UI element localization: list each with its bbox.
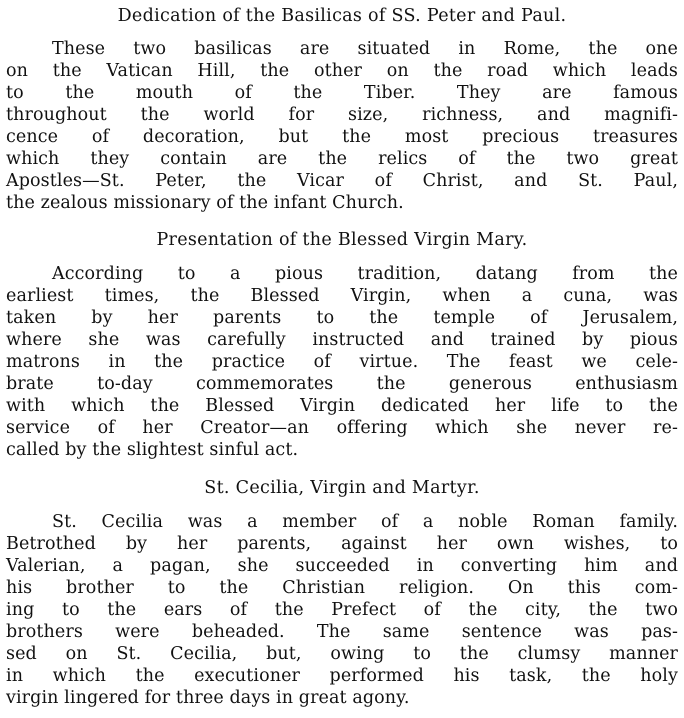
paragraph-line: to the mouth of the Tiber. They are famous <box>6 83 678 103</box>
paragraph-line: virgin lingered for three days in great agony. <box>6 688 410 708</box>
paragraph-line: which they contain are the relics of the two great <box>6 149 678 169</box>
paragraph-line: the zealous missionary of the infant Church. <box>6 193 404 213</box>
paragraph-line: St. Cecilia was a member of a noble Roman family. <box>52 512 678 532</box>
paragraph-line: brate to-day commemorates the generous enthusiasm <box>6 374 678 394</box>
paragraph-line: Valerian, a pagan, she succeeded in converting him and <box>6 556 678 576</box>
paragraph-line: Betrothed by her parents, against her own wishes, to <box>6 534 678 554</box>
paragraph-line: earliest times, the Blessed Virgin, when a cuna, was <box>6 286 678 306</box>
paragraph-line: taken by her parents to the temple of Jerusalem, <box>6 308 678 328</box>
paragraph-line: brothers were beheaded. The same sentence was pas- <box>6 622 678 642</box>
paragraph-line: sed on St. Cecilia, but, owing to the clumsy manner <box>6 644 678 664</box>
paragraph-line: throughout the world for size, richness, and magnifi- <box>6 105 678 125</box>
paragraph-line: his brother to the Christian religion. On this com- <box>6 578 678 598</box>
paragraph-line: ing to the ears of the Prefect of the city, the two <box>6 600 678 620</box>
paragraph-line: matrons in the practice of virtue. The feast we cele- <box>6 352 678 372</box>
paragraph-line: According to a pious tradition, datang from the <box>52 264 678 284</box>
paragraph-line: called by the slightest sinful act. <box>6 440 299 460</box>
paragraph-line: Apostles—St. Peter, the Vicar of Christ, and St. Paul, <box>6 171 678 191</box>
paragraph-line: in which the executioner performed his task, the holy <box>6 666 678 686</box>
paragraph-line: These two basilicas are situated in Rome, the one <box>52 39 678 59</box>
section-heading: Dedication of the Basilicas of SS. Peter and Paul. <box>117 6 567 26</box>
paragraph-line: service of her Creator—an offering which she never re- <box>6 418 678 438</box>
paragraph-line: cence of decoration, but the most precious treasures <box>6 127 678 147</box>
paragraph-line: on the Vatican Hill, the other on the road which leads <box>6 61 678 81</box>
paragraph-line: with which the Blessed Virgin dedicated her life to the <box>6 396 678 416</box>
section-heading: Presentation of the Blessed Virgin Mary. <box>156 230 528 250</box>
section-heading: St. Cecilia, Virgin and Martyr. <box>204 478 480 498</box>
paragraph-line: where she was carefully instructed and trained by pious <box>6 330 678 350</box>
